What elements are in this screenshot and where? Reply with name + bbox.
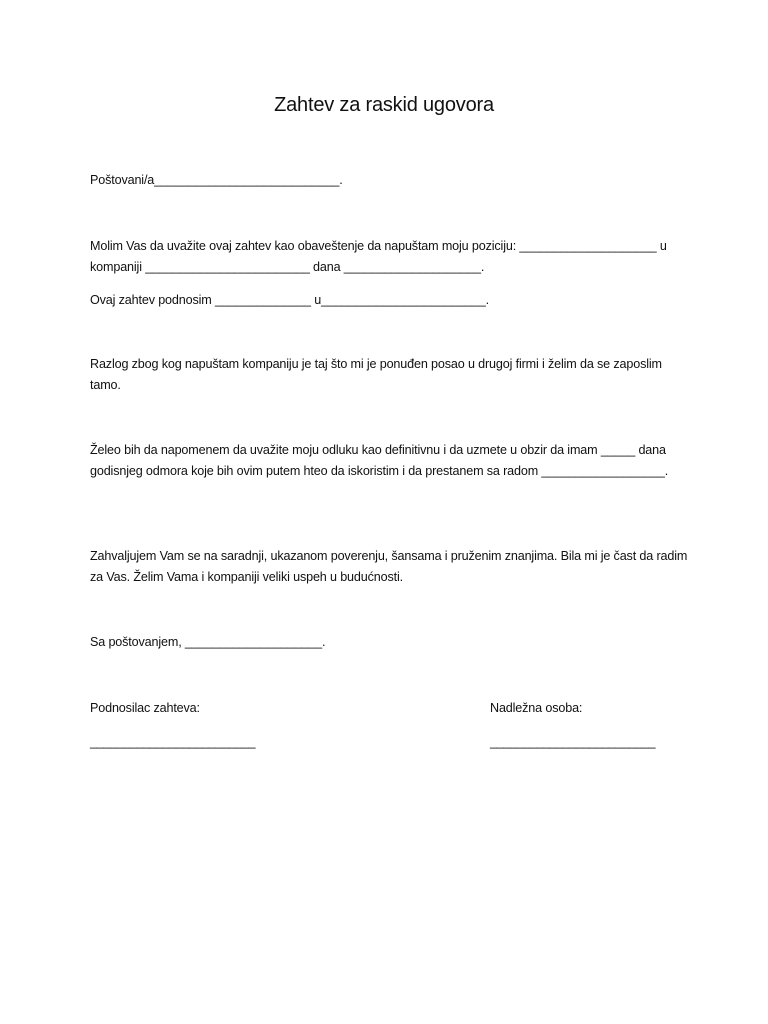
- reason-paragraph: Razlog zbog kog napuštam kompaniju je taj što mi je ponuđen posao u drugoj firmi i želim da se zaposlim tamo.: [90, 357, 666, 392]
- authority-signature-label: Nadležna osoba:: [490, 701, 583, 715]
- vacation-paragraph: Želeo bih da napomenem da uvažite moju odluku kao definitivnu i da uzmete u obzir da imam _____ dana godisnjeg odmora koje bih ovim putem hteo da iskoristim i da prestanem sa radom __________________.: [90, 443, 670, 478]
- closing-line: Sa poštovanjem, ____________________.: [90, 635, 326, 649]
- salutation-line: Poštovani/a___________________________.: [90, 173, 343, 187]
- applicant-signature-line: _________________________: [90, 735, 256, 749]
- authority-signature-line: _________________________: [490, 735, 656, 749]
- thanks-paragraph: Zahvaljujem Vam se na saradnji, ukazanom poverenju, šansama i pruženim znanjima. Bila mi je čast da radim za Vas. Želim Vama i kompaniji veliki uspeh u budućnosti.: [90, 549, 691, 584]
- applicant-signature-label: Podnosilac zahteva:: [90, 701, 200, 715]
- document-title: Zahtev za raskid ugovora: [274, 94, 494, 116]
- submission-paragraph: Ovaj zahtev podnosim ______________ u________________________.: [90, 293, 489, 307]
- intro-paragraph: Molim Vas da uvažite ovaj zahtev kao obaveštenje da napuštam moju poziciju: ____________________ u kompaniji ________________________ dana ____________________.: [90, 239, 671, 274]
